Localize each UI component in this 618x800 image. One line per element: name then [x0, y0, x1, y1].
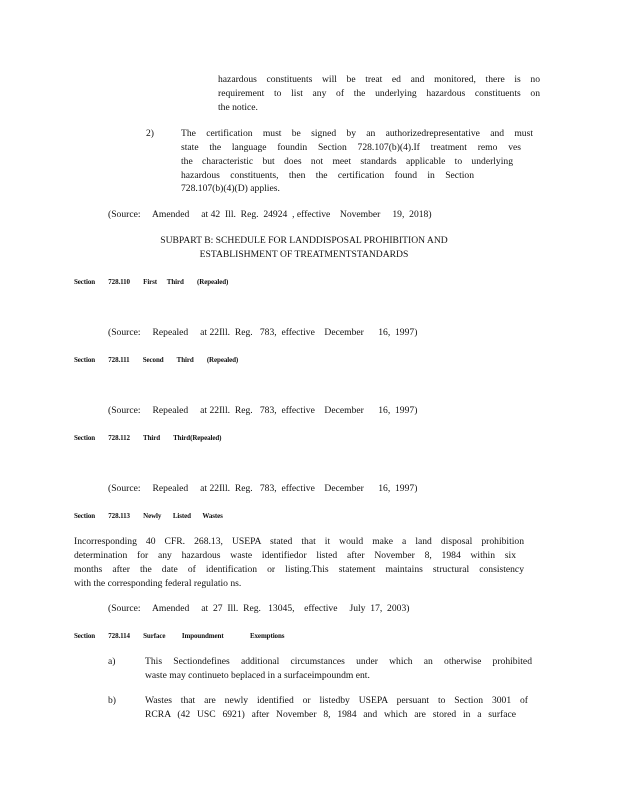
item-2-line-5: 728.107(b)(4)(D) applies.	[181, 183, 280, 194]
intro-line-1: hazardous constituents will be treat ed and monitored, there is no	[218, 74, 540, 85]
section-728-113-line-1: Incorresponding 40 CFR. 268.13, USEPA stated that it would make a land disposal prohibition	[74, 536, 524, 547]
source-citation: (Source: Amended at 42 Ill. Reg. 24924 , effective November 19, 2018)	[108, 209, 432, 220]
source-citation: (Source: Repealed at 22Ill. Reg. 783, effective December 16, 1997)	[108, 483, 418, 494]
section-heading-728-111: Section 728.111 Second Third (Repealed)	[74, 356, 239, 364]
section-heading-728-112: Section 728.112 Third Third(Repealed)	[74, 434, 222, 442]
item-a-marker: a)	[108, 656, 116, 667]
item-b-line-2: RCRA (42 USC 6921) after November 8, 1984 and which are stored in a surface	[145, 709, 516, 720]
intro-line-2: requirement to list any of the underlying hazardous constituents on	[218, 88, 540, 99]
source-citation: (Source: Amended at 27 Ill. Reg. 13045, effective July 17, 2003)	[108, 603, 410, 614]
item-b-line-1: Wastes that are newly identified or listedby USEPA persuant to Section 3001 of	[145, 695, 528, 706]
item-2-line-4: hazardous constituents, then the certification found in Section	[181, 170, 474, 181]
subpart-heading-line-2: ESTABLISHMENT OF TREATMENTSTANDARDS	[199, 249, 409, 260]
item-2-line-1: The certification must be signed by an authorizedrepresentative and must	[181, 128, 533, 139]
section-heading-728-114: Section 728.114 Surface Impoundment Exemptions	[74, 632, 285, 640]
section-728-113-line-4: with the corresponding federal regulatio ns.	[74, 578, 242, 589]
intro-line-3: the notice.	[218, 102, 258, 113]
item-2-line-2: state the language foundin Section 728.107(b)(4).If treatment remo ves	[181, 142, 521, 153]
item-2-marker: 2)	[146, 128, 154, 139]
subpart-heading-line-1: SUBPART B: SCHEDULE FOR LANDDISPOSAL PROHIBITION AND	[160, 235, 448, 246]
source-citation: (Source: Repealed at 22Ill. Reg. 783, effective December 16, 1997)	[108, 327, 418, 338]
item-a-line-2: waste may continueto beplaced in a surfaceimpoundm ent.	[145, 670, 370, 681]
source-citation: (Source: Repealed at 22Ill. Reg. 783, effective December 16, 1997)	[108, 405, 418, 416]
section-heading-728-110: Section 728.110 First Third (Repealed)	[74, 278, 229, 286]
item-a-line-1: This Sectiondefines additional circumstances under which an otherwise prohibited	[145, 656, 532, 667]
section-heading-728-113: Section 728.113 Newly Listed Wastes	[74, 512, 223, 520]
section-728-113-line-2: determination for any hazardous waste identifiedor listed after November 8, 1984 within six	[74, 550, 516, 561]
section-728-113-line-3: months after the date of identification or listing.This statement maintains structural consistency	[74, 564, 524, 575]
item-2-line-3: the characteristic but does not meet standards applicable to underlying	[181, 156, 513, 167]
item-b-marker: b)	[108, 695, 116, 706]
